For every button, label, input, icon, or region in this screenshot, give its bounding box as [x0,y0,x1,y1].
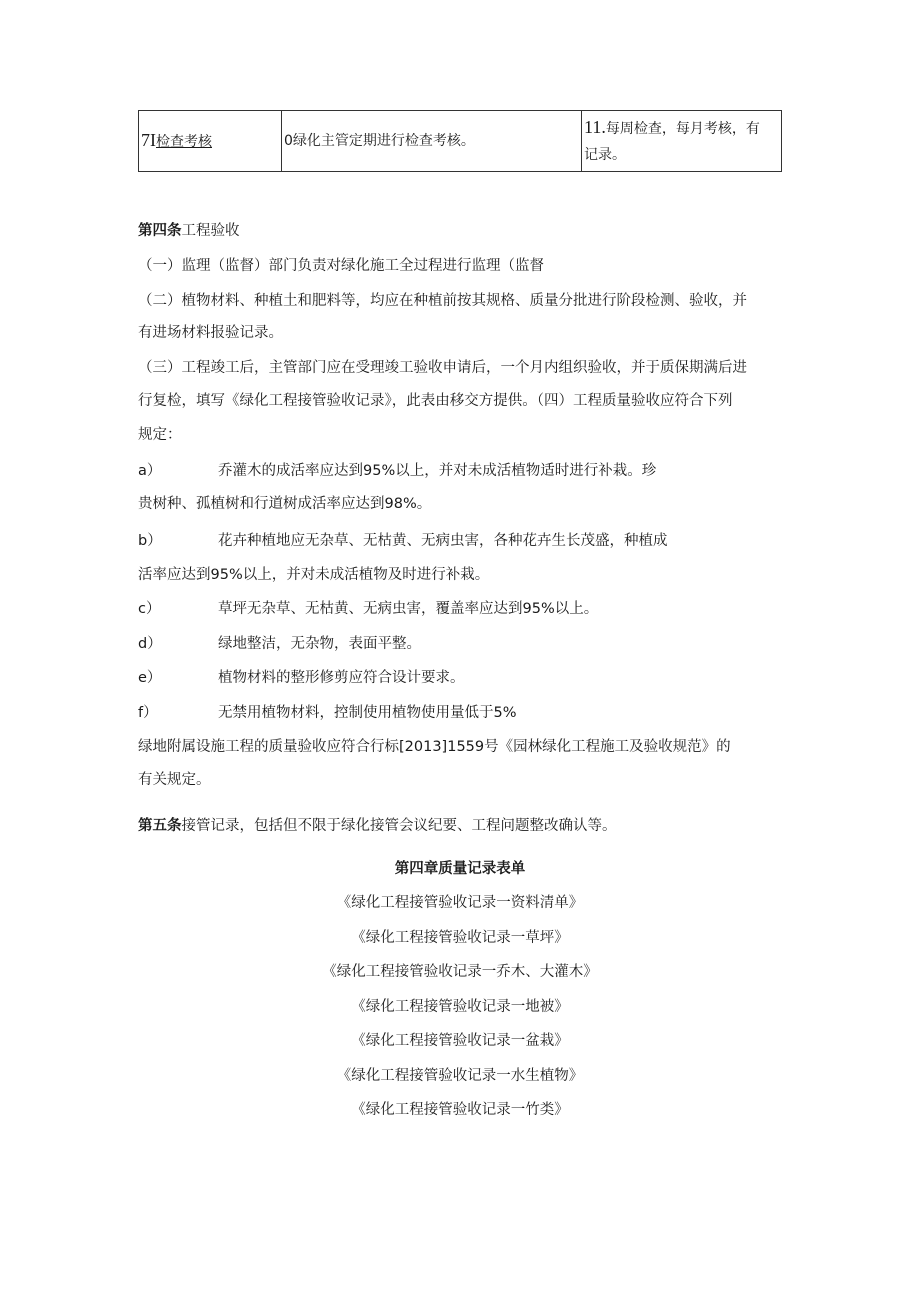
list-item [138,531,668,551]
table-cell-item [139,111,282,172]
form-title: 《绿化工程接管验收记录一草坪》 [351,930,569,946]
article4-p3-line3: 规定： [138,427,182,443]
article4-tail-line1: 绿地附属设施工程的质量验收应符合行标[2013]1559号《园林绿化工程施工及验收规范》的 [138,739,731,755]
list-item-text: 无禁用植物材料，控制使用植物使用量低于5% [218,705,517,721]
list-item-label: b） [138,533,162,549]
list-item [138,634,421,654]
article4-p3-line1: （三）工程竣工后，主管部门应在受理竣工验收申请后，一个月内组织验收，并于质保期满后进 [138,360,747,376]
article4-p2-line2: 有进场材料报验记录。 [138,325,283,341]
list-item-label: d） [138,636,162,652]
list-item-label: f） [138,705,158,721]
list-item-text: 花卉种植地应无杂草、无枯黄、无病虫害，各种花卉生长茂盛，种植成 [218,533,668,549]
article4-p3-line2: 行复检，填写《绿化工程接管验收记录》，此表由移交方提供。（四）工程质量验收应符合下列 [138,393,733,409]
form-title: 《绿化工程接管验收记录一水生植物》 [336,1068,584,1084]
list-item-text: 贵树种、孤植树和行道树成活率应达到98%。 [138,496,432,512]
form-title: 《绿化工程接管验收记录一盆栽》 [351,1033,569,1049]
list-item-text: 活率应达到95%以上，并对未成活植物及时进行补栽。 [138,567,490,583]
article5-text: 接管记录，包括但不限于绿化接管会议纪要、工程问题整改确认等。 [181,818,617,834]
row-number: 7I [141,130,156,150]
table-cell-standard [582,111,782,172]
table-row [139,111,782,172]
article4-p1: （一）监理（监督）部门负责对绿化施工全过程进行监理（监督 [138,258,544,274]
article4-label: 第四条 [138,223,182,239]
list-item-label: e） [138,670,162,686]
list-item-text: 乔灌木的成活率应达到95%以上，并对未成活植物适时进行补栽。珍 [218,463,657,479]
article5-label: 第五条 [138,818,182,834]
list-item-text: 植物材料的整形修剪应符合设计要求。 [218,670,465,686]
list-item [138,703,517,723]
list-item-text: 绿地整洁，无杂物，表面平整。 [218,636,421,652]
inspection-table [138,110,782,172]
form-title: 《绿化工程接管验收记录一资料清单》 [336,895,584,911]
article4-p2-line1: （二）植物材料、种植土和肥料等，均应在种植前按其规格、质量分批进行阶段检测、验收，并 [138,293,747,309]
standard-text-1: 每周检查，每月考核，有 [605,121,760,137]
row-item: 检查考核 [156,134,212,150]
list-item [138,461,656,481]
list-item-label: c） [138,601,161,617]
list-item [138,668,465,688]
article4-title: 工程验收 [181,223,240,239]
list-item [138,599,598,619]
article5 [138,816,617,836]
article4-heading [138,221,240,241]
chapter4-title: 第四章质量记录表单 [394,861,526,877]
article4-tail-line2: 有关规定。 [138,772,211,788]
standard-number: 11. [584,117,606,137]
table-cell-content: 0绿化主管定期进行检查考核。 [282,111,582,172]
list-item [138,565,489,585]
form-title: 《绿化工程接管验收记录一乔木、大灌木》 [322,964,598,980]
standard-text-2: 记录。 [584,147,626,163]
form-title: 《绿化工程接管验收记录一地被》 [351,999,569,1015]
list-item [138,494,431,514]
form-title: 《绿化工程接管验收记录一竹类》 [351,1102,569,1118]
list-item-text: 草坪无杂草、无枯黄、无病虫害，覆盖率应达到95%以上。 [218,601,599,617]
list-item-label: a） [138,463,162,479]
